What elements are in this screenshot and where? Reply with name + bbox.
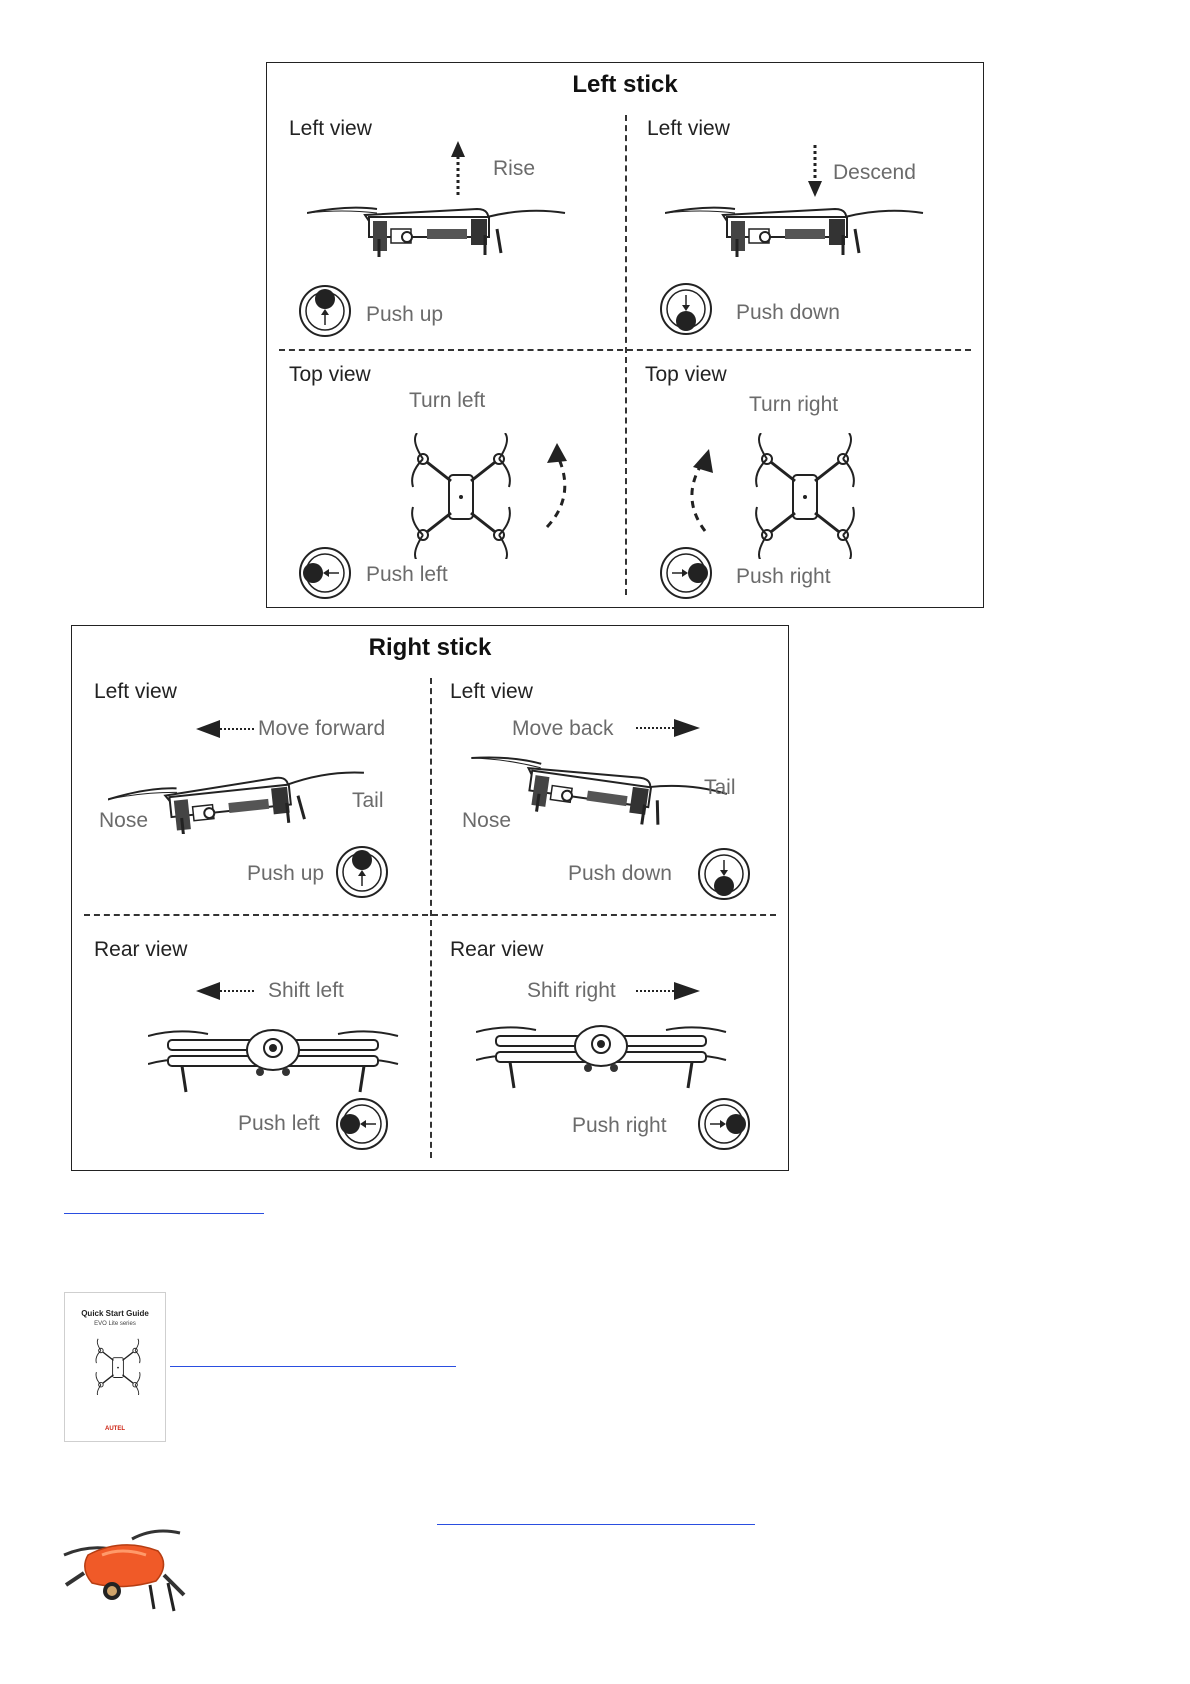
stick-push-left-icon	[336, 1098, 388, 1150]
push-label: Push right	[572, 1114, 667, 1137]
action-label: Turn right	[749, 393, 839, 416]
push-label: Push down	[568, 862, 672, 885]
horizontal-divider	[84, 914, 776, 916]
panel-title: Left stick	[572, 71, 678, 98]
stick-push-up-icon	[336, 846, 388, 898]
arrow-down-icon	[808, 143, 822, 199]
stick-push-right-icon	[660, 547, 712, 599]
rotate-left-arrow-icon	[539, 441, 579, 531]
view-label: Left view	[289, 117, 372, 140]
rotate-right-arrow-icon	[681, 447, 721, 537]
stick-push-up-icon	[299, 285, 351, 337]
push-label: Push left	[238, 1112, 320, 1135]
push-label: Push left	[366, 563, 448, 586]
drone-side-illustration	[307, 199, 569, 261]
stick-push-down-icon	[698, 848, 750, 900]
vertical-divider	[625, 115, 627, 595]
right-stick-diagram	[71, 625, 789, 1171]
link-underline[interactable]	[64, 1213, 264, 1214]
drone-top-illustration	[747, 433, 861, 559]
quick-start-guide-thumbnail[interactable]	[64, 1292, 166, 1442]
drone-rear-illustration	[476, 1022, 728, 1092]
action-label: Turn left	[409, 389, 486, 412]
push-label: Push up	[247, 862, 325, 885]
push-label: Push down	[736, 301, 840, 324]
action-label: Rise	[493, 157, 536, 180]
view-label: Left view	[94, 680, 177, 703]
drone-top-illustration	[91, 1337, 143, 1395]
arrow-up-icon	[451, 141, 465, 197]
thumbnail-title: Quick Start Guide	[81, 1309, 149, 1318]
thumbnail-brand: AUTEL	[105, 1426, 125, 1432]
push-label: Push up	[366, 303, 444, 326]
action-label: Shift left	[268, 979, 344, 1002]
vertical-divider	[430, 678, 432, 1158]
link-underline[interactable]	[170, 1366, 456, 1367]
left-stick-diagram	[266, 62, 984, 608]
arrow-left-icon	[196, 720, 256, 738]
view-label: Rear view	[94, 938, 188, 961]
thumbnail-subtitle: EVO Lite series	[94, 1321, 136, 1327]
stick-push-left-icon	[299, 547, 351, 599]
arrow-left-icon	[196, 982, 256, 1000]
action-label: Shift right	[527, 979, 616, 1002]
tail-label: Tail	[704, 776, 736, 799]
nose-label: Nose	[462, 809, 512, 832]
arrow-right-icon	[634, 982, 700, 1000]
arrow-right-icon	[634, 719, 700, 737]
link-underline[interactable]	[437, 1524, 755, 1525]
action-label: Move back	[512, 717, 614, 740]
stick-push-down-icon	[660, 283, 712, 335]
stick-push-right-icon	[698, 1098, 750, 1150]
horizontal-divider	[279, 349, 971, 351]
action-label: Descend	[833, 161, 916, 184]
drone-rear-illustration	[148, 1026, 400, 1096]
view-label: Rear view	[450, 938, 544, 961]
drone-side-illustration	[665, 199, 927, 261]
orange-drone-photo[interactable]	[62, 1525, 188, 1617]
push-label: Push right	[736, 565, 831, 588]
view-label: Top view	[645, 363, 727, 386]
drone-top-illustration	[403, 433, 517, 559]
view-label: Top view	[289, 363, 371, 386]
view-label: Left view	[647, 117, 730, 140]
view-label: Left view	[450, 680, 533, 703]
nose-label: Nose	[99, 809, 149, 832]
action-label: Move forward	[258, 717, 386, 740]
tail-label: Tail	[352, 789, 384, 812]
panel-title: Right stick	[368, 634, 492, 661]
